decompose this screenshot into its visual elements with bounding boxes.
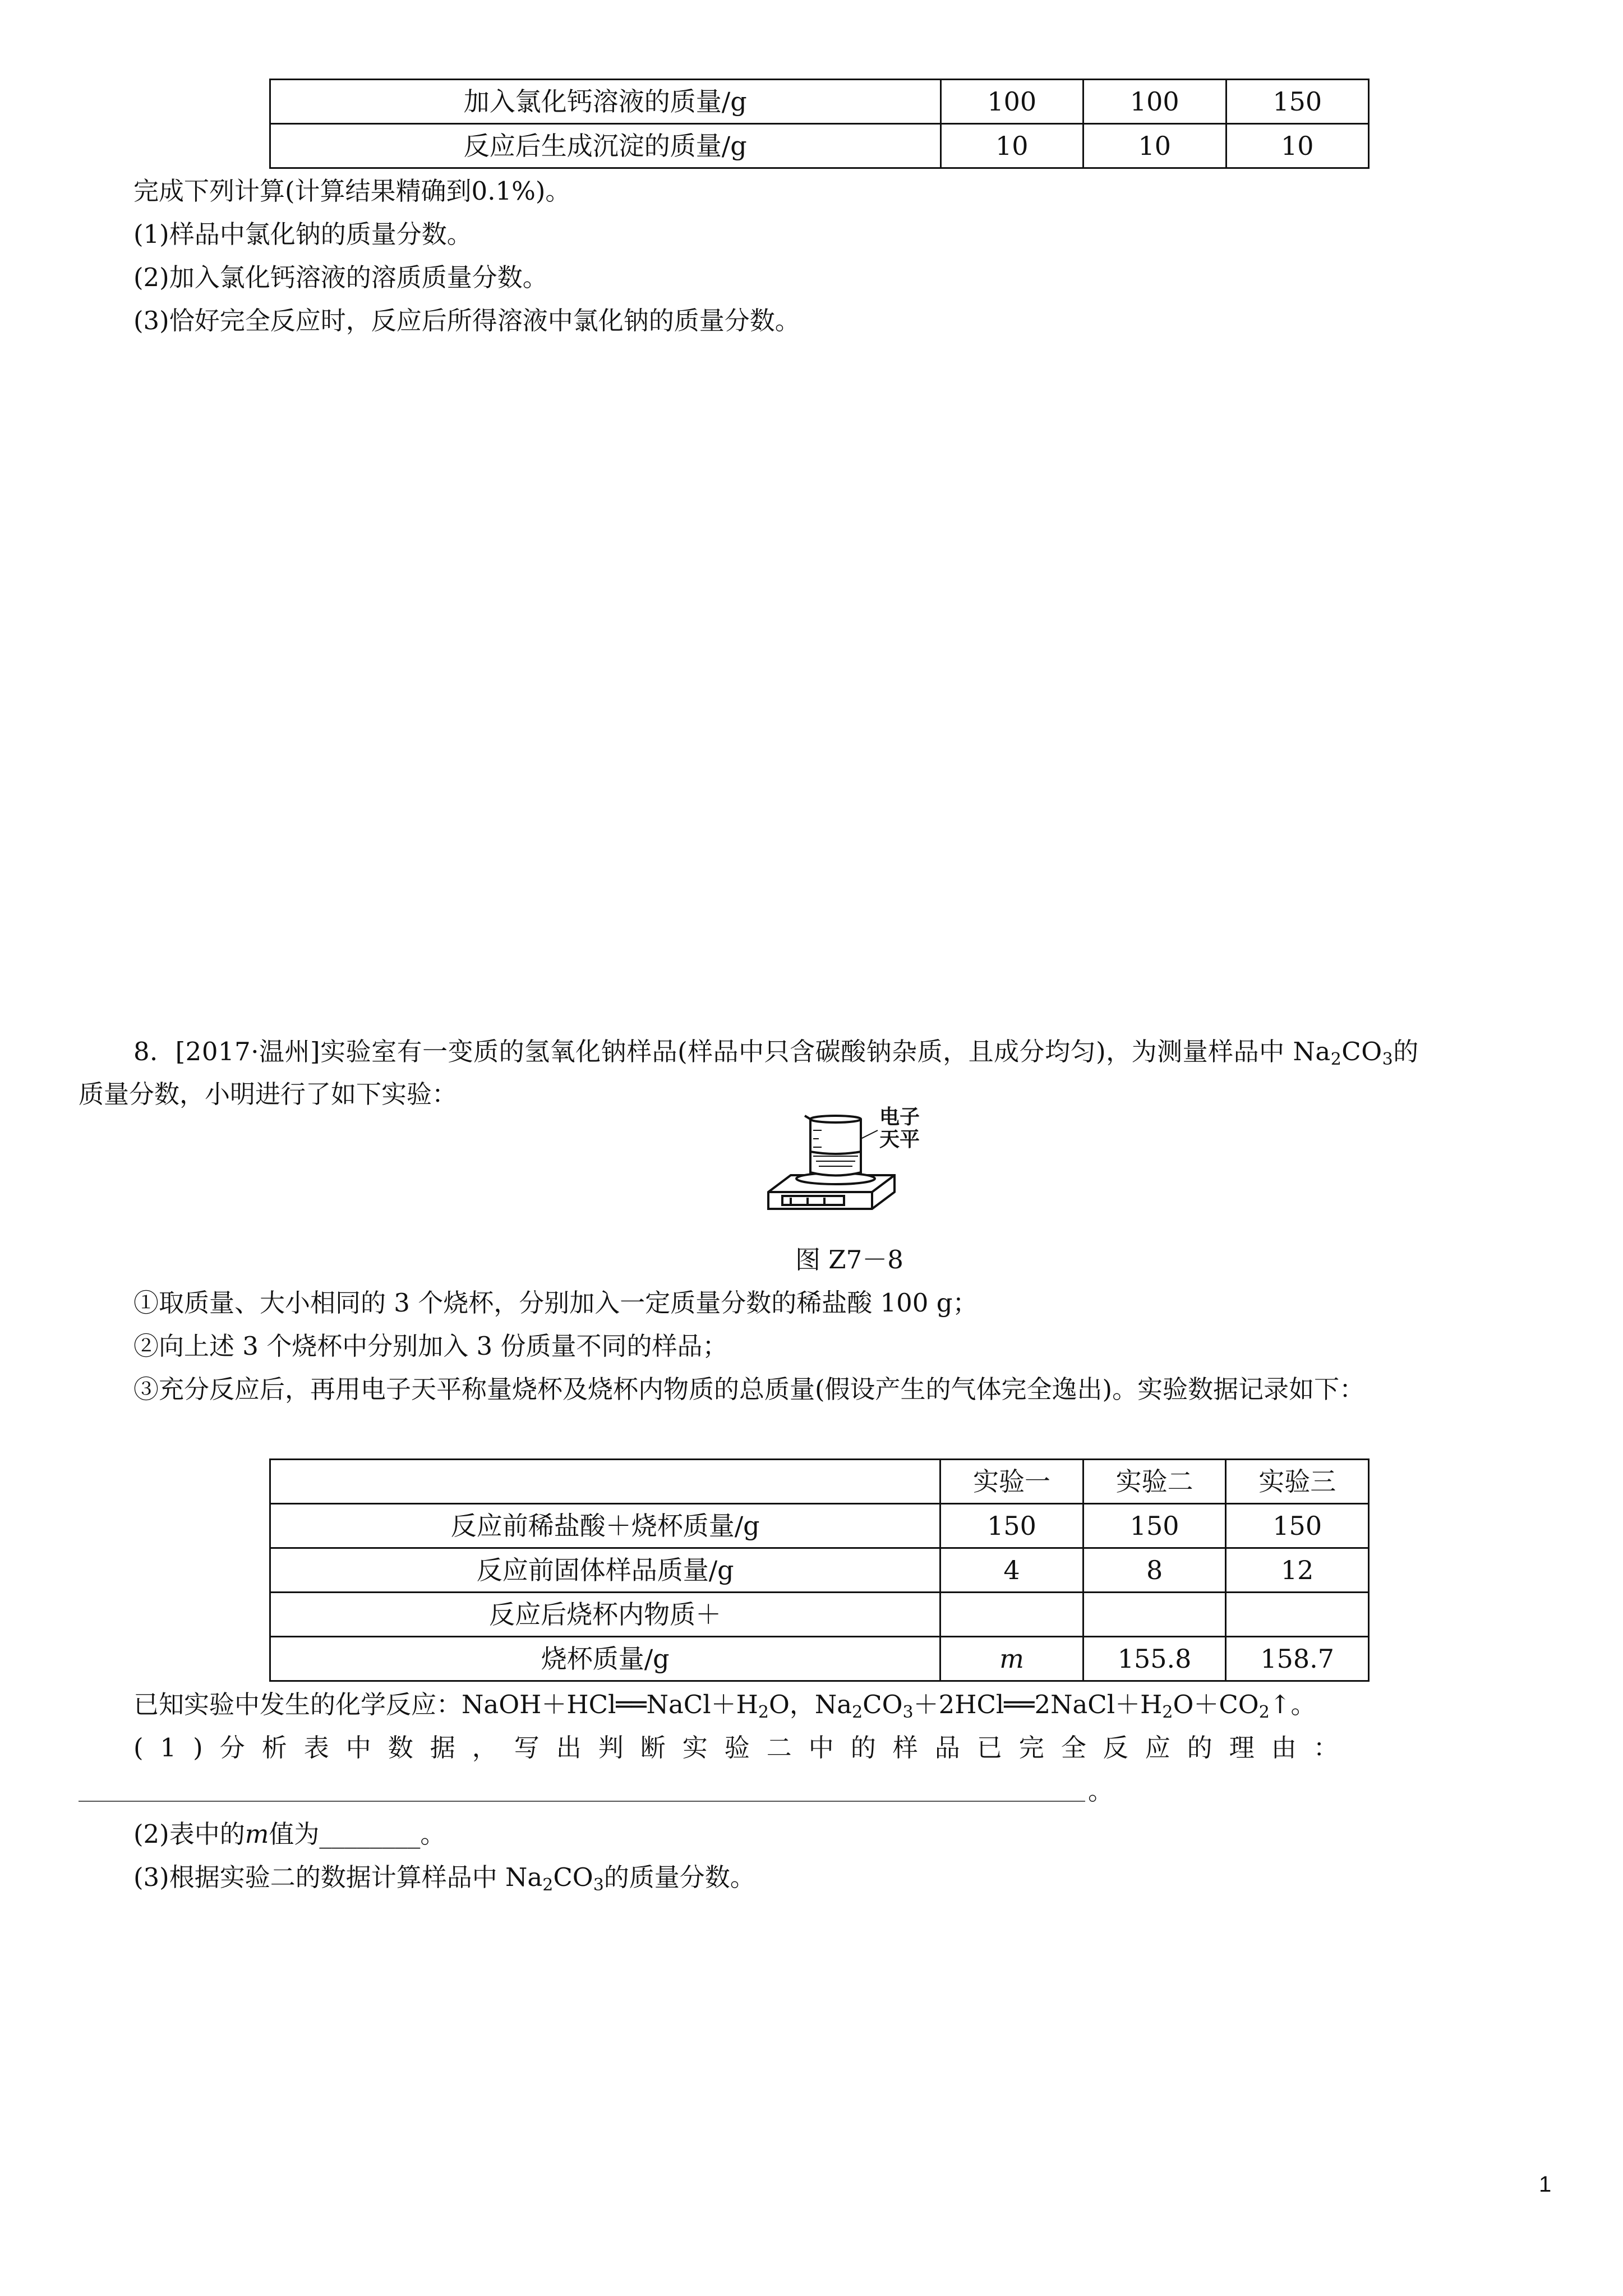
table-cell: 100 xyxy=(1083,80,1226,124)
table-cell: 155.8 xyxy=(1083,1637,1226,1681)
table-cell: 8 xyxy=(1083,1548,1226,1593)
table-cell-label: 反应后烧杯内物质＋ xyxy=(270,1593,940,1637)
q8-stem-line1: 8．[2017·温州]实验室有一变质的氢氧化钠样品(样品中只含碳酸钠杂质，且成分均匀)，为测量样品中 $Na_2CO_3$的 xyxy=(133,1037,1419,1069)
table-cell: 10 xyxy=(1083,124,1226,168)
table-cell: 10 xyxy=(1226,124,1369,168)
table-cell-empty xyxy=(1226,1593,1369,1637)
q7-sub3: (3)恰好完全反应时，反应后所得溶液中氯化钠的质量分数。 xyxy=(133,306,800,335)
figure-caption: 图 Z7－8 xyxy=(795,1245,903,1274)
table-experiment-data xyxy=(269,1458,1370,1682)
table-cell: 150 xyxy=(1226,80,1369,124)
table-cell-label: 反应前稀盐酸＋烧杯质量/g xyxy=(270,1504,940,1548)
figure-label: 电子 天平 xyxy=(879,1106,920,1151)
table-cell-label: 反应前固体样品质量/g xyxy=(270,1548,940,1593)
reaction-equations: 已知实验中发生的化学反应：$NaOH+HCl══NaCl+H_2O$，$Na_2CO_3+2HCl══2NaCl+H_2O+CO_2↑$。 xyxy=(133,1690,1316,1722)
table-header: 实验二 xyxy=(1083,1460,1226,1504)
table-cell-label: 加入氯化钙溶液的质量/g xyxy=(270,80,941,124)
table-header-row xyxy=(270,1460,1369,1504)
table-row xyxy=(270,1504,1369,1548)
table-cell: 100 xyxy=(940,80,1083,124)
q8-step1: ①取质量、大小相同的 3 个烧杯，分别加入一定质量分数的稀盐酸 100 g； xyxy=(133,1288,978,1318)
q8-sub3: (3)根据实验二的数据计算样品中 $Na_2CO_3$的质量分数。 xyxy=(133,1862,755,1895)
q8-sub2: (2)表中的m值为________。 xyxy=(133,1819,446,1849)
q7-sub1: (1)样品中氯化钠的质量分数。 xyxy=(133,219,472,249)
table-cell-empty xyxy=(270,1460,940,1504)
table-row xyxy=(270,1548,1369,1593)
table-cell: 150 xyxy=(1226,1504,1369,1548)
q8-sub1: (1)分析表中数据，写出判断实验二中的样品已完全反应的理由： xyxy=(133,1733,1355,1763)
q8-stem-line2: 质量分数，小明进行了如下实验： xyxy=(79,1079,458,1109)
table-cell: 10 xyxy=(940,124,1083,168)
table-cell-empty xyxy=(940,1593,1083,1637)
page-number: 1 xyxy=(1539,2172,1552,2197)
table-row xyxy=(270,124,1369,168)
table-cell: 12 xyxy=(1226,1548,1369,1593)
q8-sub1-end: 。 xyxy=(1088,1776,1114,1806)
table-header: 实验三 xyxy=(1226,1460,1369,1504)
table-cell: 158.7 xyxy=(1226,1637,1369,1681)
table-cell-variable: m xyxy=(940,1637,1083,1681)
table-cell: 4 xyxy=(940,1548,1083,1593)
answer-blank-line[interactable] xyxy=(79,1801,1085,1802)
table-cell-empty xyxy=(1083,1593,1226,1637)
table-row xyxy=(270,1593,1369,1637)
table-precipitate xyxy=(269,79,1370,169)
q7-sub2: (2)加入氯化钙溶液的溶质质量分数。 xyxy=(133,263,548,292)
table-cell-label: 烧杯质量/g xyxy=(270,1637,940,1681)
table-cell: 150 xyxy=(940,1504,1083,1548)
q8-step2: ②向上述 3 个烧杯中分别加入 3 份质量不同的样品； xyxy=(133,1331,728,1361)
q7-intro: 完成下列计算(计算结果精确到0.1%)。 xyxy=(133,176,571,206)
table-header: 实验一 xyxy=(940,1460,1083,1504)
table-row xyxy=(270,80,1369,124)
table-row xyxy=(270,1637,1369,1681)
table-cell: 150 xyxy=(1083,1504,1226,1548)
table-cell-label: 反应后生成沉淀的质量/g xyxy=(270,124,941,168)
q8-step3: ③充分反应后，再用电子天平称量烧杯及烧杯内物质的总质量(假设产生的气体完全逸出)。实验数据记录如下： xyxy=(133,1374,1365,1404)
